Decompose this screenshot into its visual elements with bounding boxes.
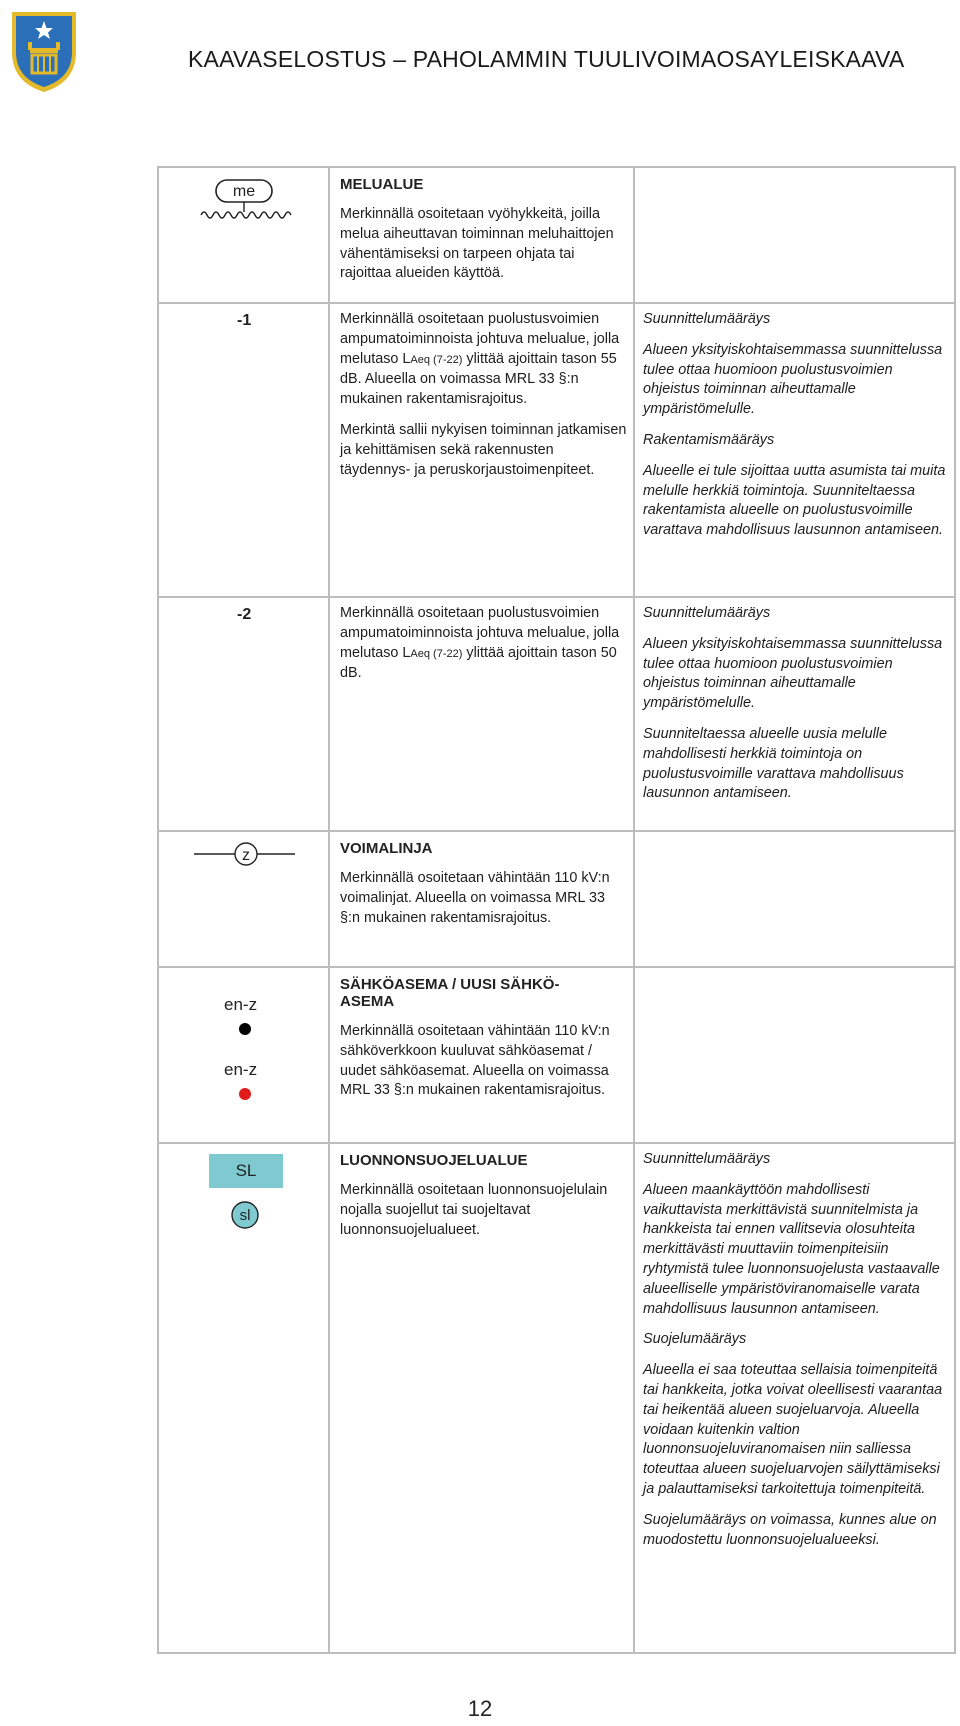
regulation-text: Alueella ei saa toteuttaa sellaisia toimenpiteitä tai hankkeita, jotka voivat oleellisesti vaarantaa tai heikentää alueen suojeluarvoja. Alueella voidaan kuitenkin valtion luonnonsuojeluviranomaisen niin salliessa toteuttaa alueen suojeluarvojen säilyttämiseksi ja palauttamiseksi tarkoitettuja toimenpiteitä. [643, 1362, 943, 1497]
symbol-code: -1 [237, 312, 252, 329]
description-text: Merkinnällä osoitetaan vyöhykkeitä, joilla melua aiheuttavan toiminnan meluhaittojen vähentämiseksi on tarpeen ohjata tai rajoittaa alueiden käyttöä. [340, 206, 614, 282]
table-row [157, 166, 956, 302]
row-heading: MELUALUE [340, 176, 424, 193]
symbol-cell [157, 832, 330, 966]
regulation-cell [635, 304, 956, 596]
regulation-text: Suunniteltaessa alueelle uusia melulle mahdollisesti herkkiä toimintoja on puolustusvoimille varattava mahdollisuus lausunnon antamiseen. [643, 725, 904, 802]
regulation-heading: Suunnittelumääräys [643, 1151, 771, 1167]
regulation-cell [635, 968, 956, 1142]
symbol-label: en-z [224, 1060, 258, 1079]
description-cell [330, 1144, 635, 1652]
municipal-crest-icon [8, 8, 80, 94]
description-text: Merkintä sallii nykyisen toiminnan jatkamisen ja kehittämisen sekä rakennusten täydennys- ja peruskorjaustoimenpiteet. [340, 421, 627, 478]
regulation-heading: Rakentamismääräys [643, 431, 775, 448]
description-cell [330, 832, 635, 966]
table-row [157, 302, 956, 596]
symbol-label: me [232, 183, 256, 200]
description-cell [330, 304, 635, 596]
regulation-text: Suojelumääräys on voimassa, kunnes alue on muodostettu luonnonsuojelualueeksi. [643, 1511, 937, 1548]
symbol-cell [157, 304, 330, 596]
regulation-cell [635, 168, 956, 302]
symbol-cell [157, 968, 330, 1142]
row-heading: SÄHKÖASEMA / UUSI SÄHKÖ-ASEMA [340, 976, 560, 1010]
row-heading: VOIMALINJA [340, 840, 433, 857]
wavy-line-icon [201, 212, 291, 218]
description-text: Merkinnällä osoitetaan vähintään 110 kV:n sähköverkkoon kuuluvat sähköasemat / uudet sähköasemat. Alueella on voimassa MRL 33 §:n mukainen rakentamisrajoitus. [340, 1023, 610, 1099]
regulation-heading: Suunnittelumääräys [643, 605, 771, 621]
row-heading: LUONNONSUOJELUALUE [340, 1152, 528, 1169]
table-row [157, 966, 956, 1142]
symbol-cell [157, 168, 330, 302]
regulation-cell [635, 598, 956, 830]
symbol-code: -2 [237, 606, 252, 623]
sl-area-symbol [209, 1154, 283, 1188]
new-substation-dot-icon [238, 1087, 252, 1101]
regulation-text: Alueen yksityiskohtaisemmassa suunnittelussa tulee ottaa huomioon puolustusvoimien ohjeistus toiminnan aiheuttamalle ympäristömelulle. [643, 341, 943, 418]
description-text: Merkinnällä osoitetaan luonnonsuojelulain nojalla suojellut tai suojeltavat luonnonsuojelualueet. [340, 1182, 608, 1238]
power-line-icon [159, 832, 330, 966]
sl-site-icon [230, 1200, 260, 1230]
regulation-cell [635, 1144, 956, 1652]
regulation-text: Alueelle ei tule sijoittaa uutta asumista tai muita melulle herkkiä toimintoja. Suunniteltaessa rakentamista alueelle on puolustusvoimille varattava mahdollisuus lausunnon antamiseen. [643, 462, 946, 539]
table-row [157, 596, 956, 830]
substation-dot-icon [238, 1022, 252, 1036]
noise-area-symbol [159, 168, 330, 302]
symbol-cell [157, 1144, 330, 1652]
description-text: Merkinnällä osoitetaan puolustusvoimien ampumatoiminnoista johtuva melualue, jolla melutaso LAeq (7-22) ylittää ajoittain tason 50 dB. [340, 605, 620, 682]
regulation-cell [635, 832, 956, 966]
symbol-label: en-z [224, 995, 258, 1014]
description-cell [330, 598, 635, 830]
page-number: 12 [467, 1696, 493, 1721]
symbol-label: sl [239, 1207, 251, 1224]
description-cell [330, 968, 635, 1142]
regulation-text: Alueen maankäyttöön mahdollisesti vaikuttavista merkittävistä suunnitelmista ja hankkeista tai ennen vallitsevia olosuhteita merkittävästi muuttaviin toimenpiteisiin ryhtymistä tulee luonnonsuojelusta vastaavalle alueelliselle ympäristöviranomaiselle varata mahdollisuus lausunnon antamiseen. [643, 1181, 940, 1317]
regulation-text: Alueen yksityiskohtaisemmassa suunnittelussa tulee ottaa huomioon puolustusvoimien ohjeistus toiminnan aiheuttamalle ympäristömelulle. [643, 635, 943, 712]
table-row [157, 1142, 956, 1654]
regulation-heading: Suojelumääräys [643, 1331, 747, 1348]
description-cell [330, 168, 635, 302]
symbol-label: z [242, 847, 250, 864]
symbol-cell [157, 598, 330, 830]
description-text: Merkinnällä osoitetaan puolustusvoimien ampumatoiminnoista johtuva melualue, jolla melutaso LAeq (7-22) ylittää ajoittain tason 55 dB. Alueella on voimassa MRL 33 §:n mukainen rakentamisrajoitus. [340, 311, 620, 408]
description-text: Merkinnällä osoitetaan vähintään 110 kV:n voimalinjat. Alueella on voimassa MRL 33 §:n mukainen rakentamisrajoitus. [340, 870, 610, 926]
symbol-label: SL [235, 1161, 257, 1180]
table-row [157, 830, 956, 966]
regulation-heading: Suunnittelumääräys [643, 311, 771, 327]
document-title: KAAVASELOSTUS – PAHOLAMMIN TUULIVOIMAOSAYLEISKAAVA [188, 46, 905, 72]
